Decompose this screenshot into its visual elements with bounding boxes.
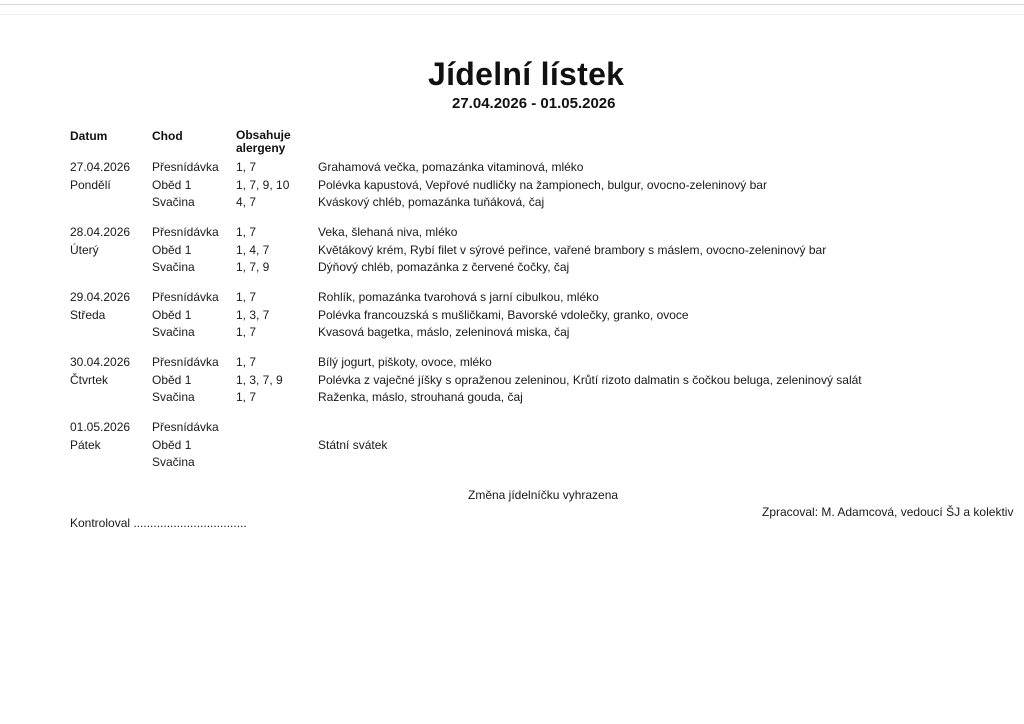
day-weekday: Středa (70, 308, 106, 322)
day-date: 01.05.2026 (70, 420, 131, 434)
allergen-codes: 4, 7 (236, 195, 257, 209)
meal-description: Kváskový chléb, pomazánka tuňáková, čaj (318, 195, 545, 209)
allergen-codes: 1, 7, 9, 10 (236, 178, 290, 192)
day-weekday: Pátek (70, 438, 101, 452)
day-weekday: Čtvrtek (70, 373, 109, 387)
allergen-codes: 1, 7 (236, 325, 257, 339)
allergen-codes: 1, 7, 9 (236, 260, 270, 274)
day-date: 27.04.2026 (70, 160, 131, 174)
menu-row (0, 355, 1024, 372)
meal-description: Kvasová bagetka, máslo, zeleninová miska, čaj (318, 325, 570, 339)
day-weekday: Pondělí (70, 178, 111, 192)
course-name: Přesnídávka (152, 225, 219, 239)
course-name: Svačina (152, 195, 195, 209)
meal-description: Státní svátek (318, 438, 388, 452)
allergen-codes: 1, 7 (236, 225, 257, 239)
date-range: 27.04.2026 - 01.05.2026 (452, 95, 616, 112)
allergen-codes: 1, 3, 7 (236, 308, 270, 322)
menu-row (0, 420, 1024, 437)
controlled-by: Kontroloval .................................. (70, 516, 247, 530)
menu-row (0, 308, 1024, 325)
menu-row (0, 455, 1024, 472)
meal-description: Dýňový chléb, pomazánka z červené čočky, čaj (318, 260, 570, 274)
day-weekday: Úterý (70, 243, 99, 257)
day-date: 28.04.2026 (70, 225, 131, 239)
meal-description: Grahamová večka, pomazánka vitaminová, mléko (318, 160, 584, 174)
course-name: Přesnídávka (152, 355, 219, 369)
menu-row (0, 390, 1024, 407)
column-header-allergens: Obsahuje alergeny (236, 128, 291, 155)
menu-row (0, 160, 1024, 177)
menu-row (0, 178, 1024, 195)
course-name: Svačina (152, 390, 195, 404)
course-name: Svačina (152, 260, 195, 274)
course-name: Oběd 1 (152, 308, 192, 322)
course-name: Přesnídávka (152, 160, 219, 174)
course-name: Svačina (152, 455, 195, 469)
change-notice: Změna jídelníčku vyhrazena (468, 488, 619, 502)
course-name: Oběd 1 (152, 438, 192, 452)
allergen-codes: 1, 7 (236, 290, 257, 304)
course-name: Přesnídávka (152, 420, 219, 434)
scan-edge-line (0, 4, 1024, 5)
allergen-codes: 1, 3, 7, 9 (236, 373, 283, 387)
menu-row (0, 225, 1024, 242)
column-header-date: Datum (70, 129, 108, 143)
menu-row (0, 260, 1024, 277)
meal-description: Polévka kapustová, Vepřové nudličky na žampionech, bulgur, ovocno-zeleninový bar (318, 178, 767, 192)
menu-row (0, 438, 1024, 455)
course-name: Přesnídávka (152, 290, 219, 304)
allergen-codes: 1, 4, 7 (236, 243, 270, 257)
page-title: Jídelní lístek (428, 56, 625, 92)
meal-description: Raženka, máslo, strouhaná gouda, čaj (318, 390, 523, 404)
meal-description: Veka, šlehaná niva, mléko (318, 225, 458, 239)
course-name: Oběd 1 (152, 373, 192, 387)
day-date: 30.04.2026 (70, 355, 131, 369)
allergen-codes: 1, 7 (236, 160, 257, 174)
menu-row (0, 290, 1024, 307)
meal-description: Polévka francouzská s mušličkami, Bavorské vdolečky, granko, ovoce (318, 308, 689, 322)
course-name: Svačina (152, 325, 195, 339)
prepared-by: Zpracoval: M. Adamcová, vedoucí ŠJ a kolektiv (762, 505, 1014, 519)
meal-description: Květákový krém, Rybí filet v sýrové peřince, vařené brambory s máslem, ovocno-zeleninový bar (318, 243, 827, 257)
day-date: 29.04.2026 (70, 290, 131, 304)
menu-row (0, 195, 1024, 212)
column-header-course: Chod (152, 129, 183, 143)
menu-row (0, 373, 1024, 390)
menu-row (0, 243, 1024, 260)
course-name: Oběd 1 (152, 178, 192, 192)
allergen-codes: 1, 7 (236, 390, 257, 404)
menu-row (0, 325, 1024, 342)
course-name: Oběd 1 (152, 243, 192, 257)
meal-description: Bílý jogurt, piškoty, ovoce, mléko (318, 355, 492, 369)
allergen-codes: 1, 7 (236, 355, 257, 369)
meal-description: Rohlík, pomazánka tvarohová s jarní cibulkou, mléko (318, 290, 599, 304)
meal-description: Polévka z vaječné jíšky s opraženou zeleninou, Krůtí rizoto dalmatin s čočkou beluga, zeleninový salát (318, 373, 862, 387)
scan-edge-line-faint (0, 14, 1024, 15)
